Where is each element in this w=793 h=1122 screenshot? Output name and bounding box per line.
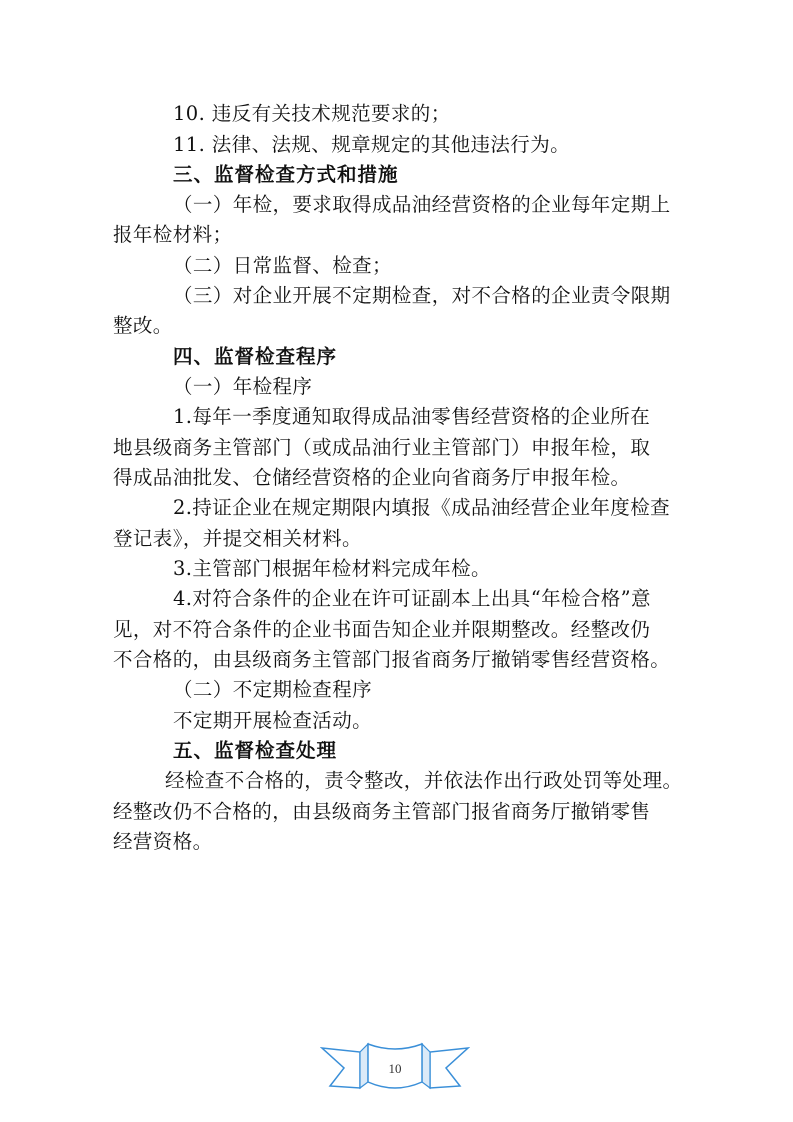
text-line: 4.对符合条件的企业在许可证副本上出具“年检合格”意 — [173, 587, 651, 610]
section-heading: 三、监督检查方式和措施 — [173, 163, 399, 186]
text-line: 经营资格。 — [113, 830, 213, 853]
text-line: （一）年检程序 — [173, 375, 313, 398]
text-line: 经检查不合格的，责令整改，并依法作出行政处罚等处理。 — [165, 769, 683, 792]
text-line: 报年检材料； — [113, 223, 233, 246]
text-line: （二）日常监督、检查； — [173, 254, 392, 277]
text-line: 得成品油批发、仓储经营资格的企业向省商务厅申报年检。 — [113, 466, 631, 489]
text-line: 见，对不符合条件的企业书面告知企业并限期整改。经整改仍 — [113, 618, 651, 641]
text-line: 1.每年一季度通知取得成品油零售经营资格的企业所在 — [173, 405, 651, 428]
text-line: （二）不定期检查程序 — [173, 678, 373, 701]
text-line: 登记表》，并提交相关材料。 — [113, 527, 362, 550]
text-line: 不定期开展检查活动。 — [173, 709, 373, 732]
text-line: 2.持证企业在规定期限内填报《成品油经营企业年度检查 — [173, 496, 671, 519]
text-line: （一）年检，要求取得成品油经营资格的企业每年定期上 — [173, 193, 671, 216]
section-heading: 四、监督检查程序 — [173, 345, 338, 368]
page-number: 10 — [388, 1061, 402, 1076]
text-line: 11. 法律、法规、规章规定的其他违法行为。 — [173, 133, 571, 156]
page-footer-ribbon — [320, 1038, 470, 1102]
section-heading: 五、监督检查处理 — [173, 739, 338, 762]
text-line: 整改。 — [113, 314, 173, 337]
text-line: 10. 违反有关技术规范要求的； — [173, 102, 451, 125]
text-line: 经整改仍不合格的，由县级商务主管部门报省商务厅撤销零售 — [113, 800, 651, 823]
text-line: 地县级商务主管部门（或成品油行业主管部门）申报年检，取 — [113, 436, 651, 459]
text-line: （三）对企业开展不定期检查，对不合格的企业责令限期 — [173, 284, 671, 307]
text-line: 3.主管部门根据年检材料完成年检。 — [173, 557, 491, 580]
text-line: 不合格的，由县级商务主管部门报省商务厅撤销零售经营资格。 — [113, 648, 671, 671]
